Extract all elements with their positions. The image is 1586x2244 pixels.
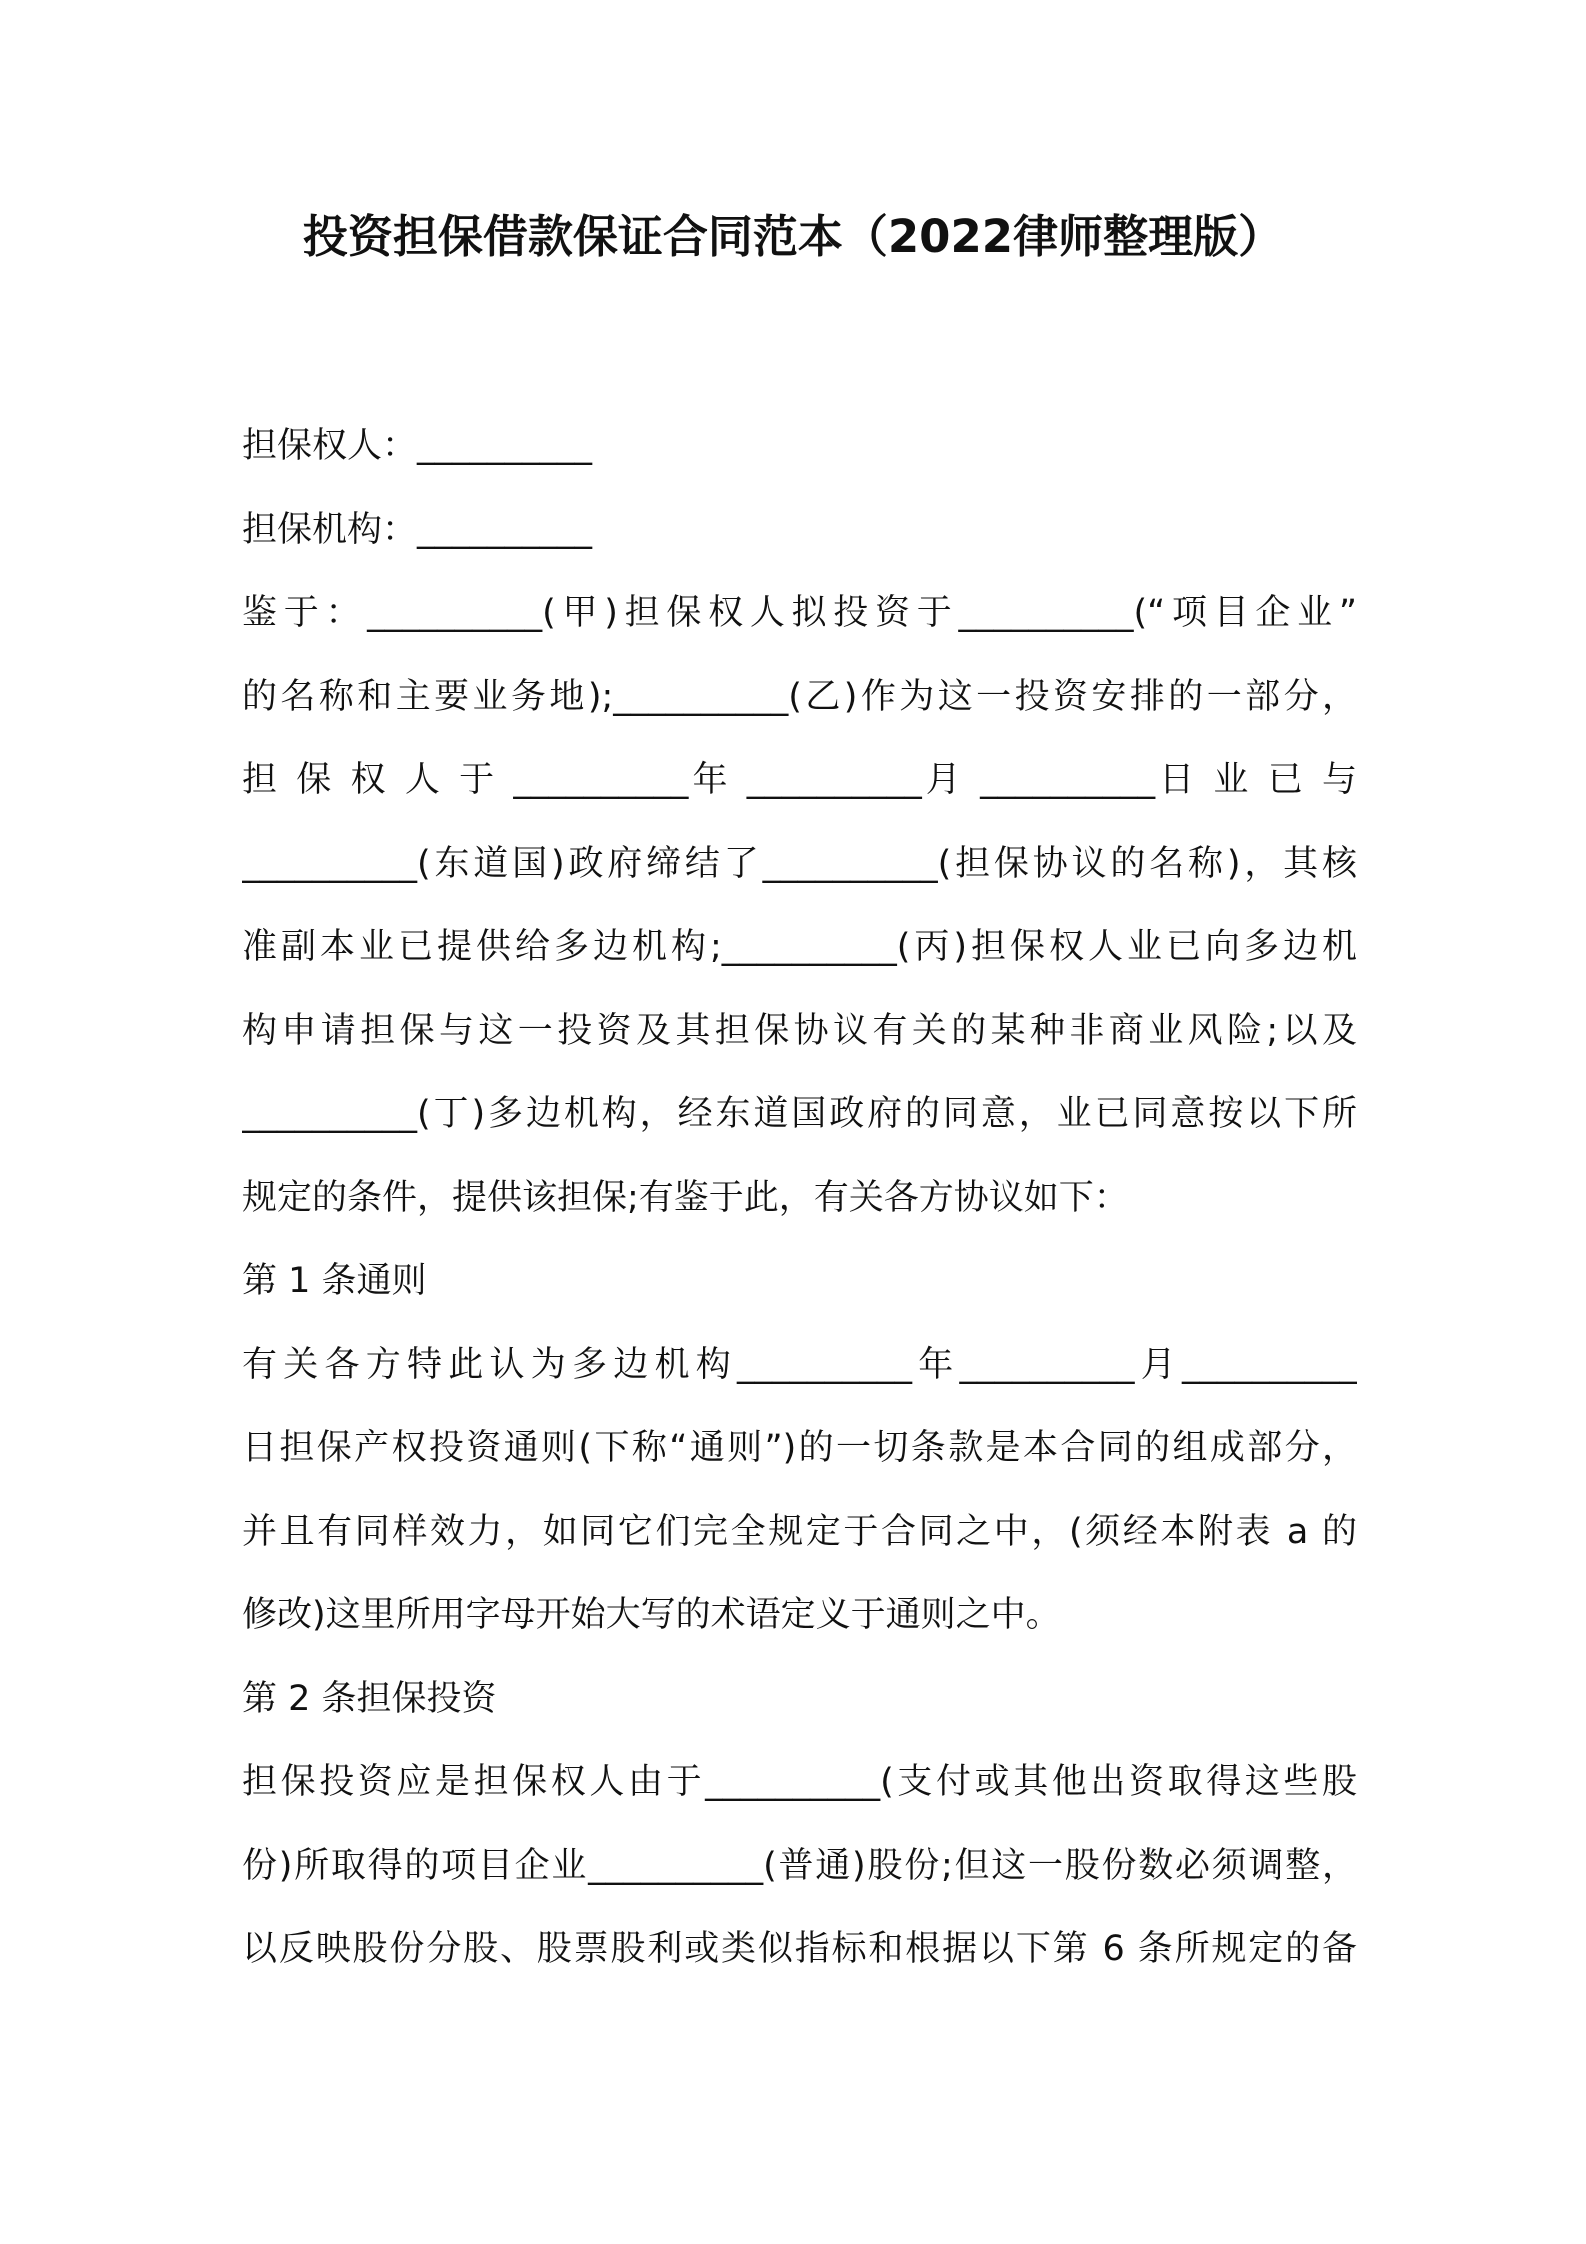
paragraph-line: 并且有同样效力，如同它们完全规定于合同之中，(须经本附表 a 的 [242, 1511, 1357, 1552]
paragraph-line: 有关各方特此认为多边机构__________年__________月__________ [242, 1344, 1357, 1385]
paragraph-line: 规定的条件，提供该担保;有鉴于此，有关各方协议如下： [242, 1177, 1129, 1218]
article-heading: 第 2 条担保投资 [242, 1678, 497, 1719]
article-heading: 第 1 条通则 [242, 1261, 427, 1301]
paragraph-line: __________(丁)多边机构，经东道国政府的同意，业已同意按以下所 [242, 1094, 1357, 1134]
paragraph-line: 准副本业已提供给多边机构;__________(丙)担保权人业已向多边机 [242, 927, 1357, 967]
paragraph-line: 份)所取得的项目企业__________(普通)股份;但这一股份数必须调整， [242, 1845, 1357, 1886]
paragraph-line: 日担保产权投资通则(下称“通则”)的一切条款是本合同的组成部分， [242, 1428, 1357, 1468]
paragraph-line: 鉴于：__________(甲)担保权人拟投资于__________(“项目企业” [242, 593, 1357, 633]
document-body [242, 405, 1357, 1992]
paragraph-line: 的名称和主要业务地);__________(乙)作为这一投资安排的一部分， [242, 676, 1357, 717]
paragraph-line: 以反映股份分股、股票股利或类似指标和根据以下第 6 条所规定的备 [242, 1929, 1357, 1969]
guarantee-holder-line: 担保权人：__________ [242, 426, 593, 466]
paragraph-line: __________(东道国)政府缔结了__________(担保协议的名称)，其核 [242, 843, 1357, 884]
paragraph-line: 担保投资应是担保权人由于__________(支付或其他出资取得这些股 [242, 1762, 1357, 1802]
paragraph-line: 担 保 权 人 于 __________年 __________月 __________日 业 已 与 [242, 760, 1357, 800]
paragraph-line: 修改)这里所用字母开始大写的术语定义于通则之中。 [242, 1595, 1061, 1635]
guarantee-agency-line: 担保机构：__________ [242, 509, 593, 550]
document-title: 投资担保借款保证合同范本（2022律师整理版） [302, 210, 1284, 263]
paragraph-line: 构申请担保与这一投资及其担保协议有关的某种非商业风险;以及 [242, 1010, 1357, 1051]
